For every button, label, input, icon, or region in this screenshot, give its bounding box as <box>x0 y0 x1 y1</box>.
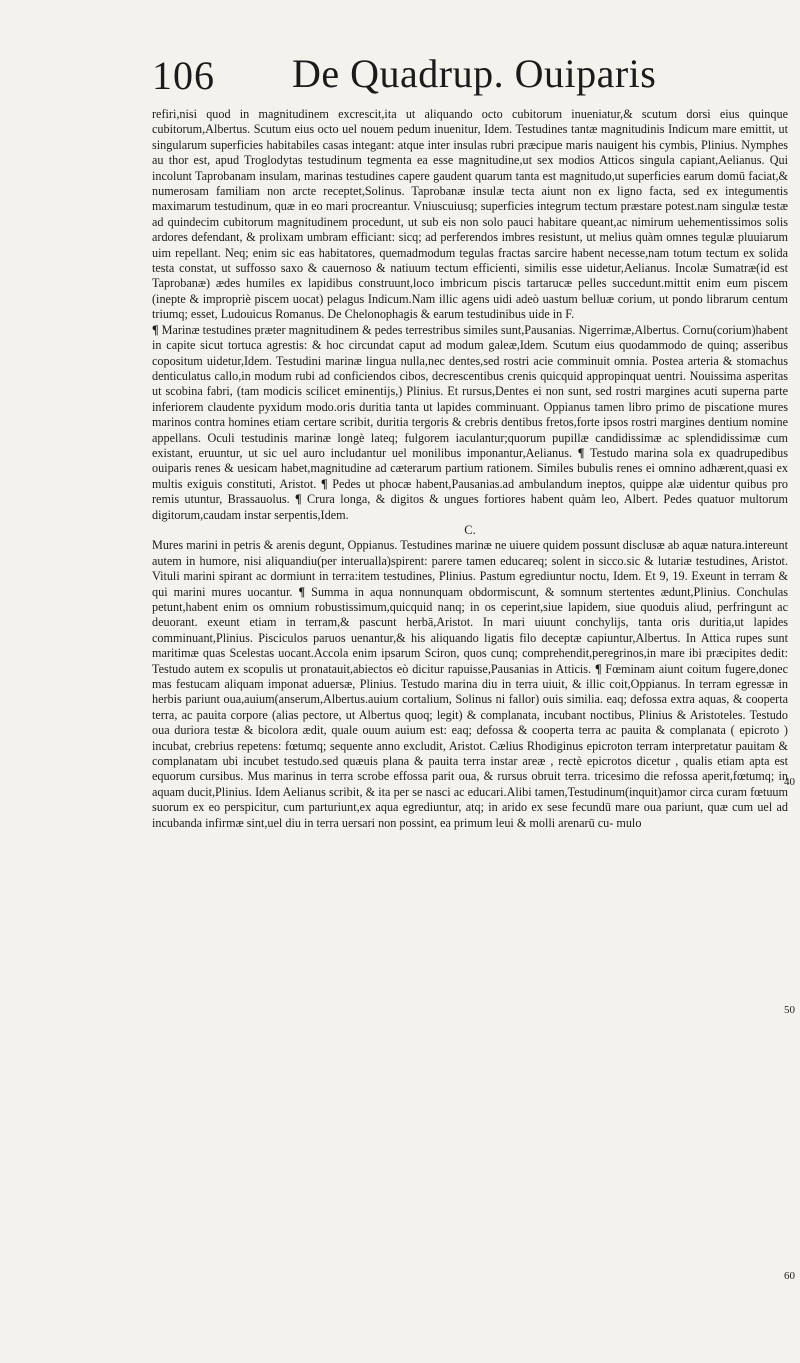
paragraph-1: refiri,nisi quod in magnitudinem excrescit,ita ut aliquando octo cubitorum inueniatur,& scutum dorsi eius quinque cubitorum,Albertus. Scutum eius octo uel nouem pedum inuenitur, Idem. Testudines tantæ magnitudinis Indicum mare emittit, ut singularum superficies habitabiles casas integant: atque inter insulas rubri præcipue maris nauigent his cymbis, Plinius. Nymphes au thor est, apud Troglodytas testudinum tegmenta ea esse magnitudine,ut sex modios Atticos singula capiant,Aelianus. Qui incolunt Taprobanam insulam, marinas testudines capere gaudent quarum tanta est magnitudo,ut superficies earum domū faciat,& numerosam familiam non arcte receptet,Solinus. Taprobanæ insulæ tecta aiunt non ex ligno facta, sed ex integumentis maximarum testudinum, quæ in eo mari procreantur. Vniuscuiusq; superficies integrum tectum præstare potest.nam singulæ testæ ad quindecim cubitorum magnitudinem procedunt, ut sub eis non solo pauci habitare queant,ac nimirum uehementissimos solis ardores defendant, & prolixam umbram efficiant: sicq; ad perferendos imbres resistunt, ut melius quàm omnes tegulæ pluuiarum uim repellant. Neq; enim sic eas habitatores, quemadmodum tegulas fractas sarcire habent necesse,nam totum tectum ex solida testa constat, ut suffosso saxo & cauernoso & natiuum tectum efficienti, similis esse uidetur,Aelianus. Incolæ Sumatræ(id est Taprobanæ) ædes humiles ex lapidibus construunt,loco imbricum piscis tartarucæ pelles succedunt.mittit enim eum piscem (inepte & impropriè piscem uocat) pelagus Indicum.Nam illic agens uidi adeò uastum belluæ corium, ut pondo librarum centum triumq; esset, Ludouicus Romanus. De Chelonophagis & earum testudinibus uide in F. <box>152 107 788 322</box>
paragraph-3 <box>152 538 788 831</box>
paragraph-mark-icon: ¶ <box>298 584 312 599</box>
margin-line-number: 50 <box>784 1004 795 1016</box>
paragraph-2-text: Marinæ testudines præter magnitudinem & pedes terrestribus similes sunt,Pausanias. Nigerrimæ,Albertus. Cornu(corium)habent in capite sicut tortuca agrestis: & hoc circundat caput ad modum galeæ,Idem. Scutum eius quodammodo de quinq; asseribus copositum uidetur,Idem. Testudini marinæ lingua nulla,nec dentes,sed rostri acie comminuit omnia. Postea arteria & stomachus denticulatus callo,in modum rubi ad conficiendos cibos, decrescentibus crenis quicquid appropinquat uentri. Nouissima asperitas ut scobina fabri, (tam modicis scilicet eminentijs,) Plinius. Et rursus,Dentes ei non sunt, sed rostri margines acuti superna parte inferiorem claudente pyxidum modo.oris duritia tanta ut lapides comminuant. Oppianus tamen libro primo de piscatione mures marinos contra homines etiam certare scribit, duritia tergoris & crebris dentibus fretos,forte ipsos rostri margines dentium nomine appellans. Oculi testudinis marinæ longè lateq; fulgorem iaculantur;quorum pupillæ candidissimæ ac splendidissimæ cum existant, eruuntur, ut sic uel auro includantur uel monilibus imponantur,Aelianus. <box>152 322 788 460</box>
paragraph-3-text: Mures marini in petris & arenis degunt, Oppianus. Testudines marinæ ne uiuere quidem possunt disclusæ ab aquæ natura.intereunt autem in humore, nisi aliquandiu(per interualla)spirent: parere tamen educareq; solent in sicco.sic & lutariæ testudines, Aristot. Vituli marini spirant ac dormiunt in terra:item testudines, Plinius. Pastum egrediuntur noctu, Idem. Et 9, 19. Exeunt in terram & qui marini mures uocantur. <box>152 538 788 599</box>
paragraph-3c-text: Fœminam aiunt coitum fugere,donec mas festucam aliquam imponat aduersæ, Plinius. Testudo marina diu in terra uiuit, & illic coit,Oppianus. In terram egressæ in herbis pariunt oua,auium(anserum,Albertus.auium cortalium, Solinus ni fallor) ouis similia. eaq; defossa extra aquas, & cooperta terra, ac pauita corpore (alias pectore, ut Albertus quoq; legit) & complanata, incubant noctibus, Plinius & Aristoteles. Testudo oua duriora testæ & bicolora ædit, quale ouum auium est: eaq; defossa & cooperta terra ac pauita & complanata ( epicroto ) incubat, crebrius repetens: fœtumq; sequente anno excludit, Aristot. Cælius Rhodiginus epicroton terram interpretatur pauitam & complanatam ubi incubet testudo.sed quæuis plana & pauita terra instar areæ , rectè epicrotos dicetur , qualis etiam apta est equorum cursibus. Mus marinus in terra scrobe effossa parit oua, & rursus obruit terra. tricesimo die refossa aperit,fœtumq; in aquam ducit,Plinius. Idem Aelianus scribit, & ita per se nasci ac educari.Alibi tamen,Testudinum(inquit)amor circa curam fœtuum suorum ex eo perspicitur, cum parturiunt,ex aqua egrediuntur, atq; in arido ex sese fecundū mare oua pariunt, quæ cum uel ad incubanda infirmæ sint,uel diu in terra uersari non possint, ea primum leui & molli arenarū cu- mulo <box>152 661 788 830</box>
margin-line-number: 60 <box>784 1270 795 1282</box>
paragraph-mark-icon: ¶ <box>152 322 162 337</box>
paragraph-2c-text: Pedes ut phocæ habent,Pausanias.ad ambulandum ineptos, quippe alæ uidentur quibus pro remis utuntur, Brassauolus. <box>152 476 788 507</box>
margin-line-number: 40 <box>784 776 795 788</box>
paragraph-mark-icon: ¶ <box>320 476 333 491</box>
paragraph-mark-icon: ¶ <box>295 492 308 507</box>
paragraph-2 <box>152 323 788 523</box>
paragraph-2d-text: Crura longa, & digitos & ungues fortiores habent quàm leo, Albert. Pedes quatuor multorum digitorum,caudam instar serpentis,Idem. <box>152 492 788 522</box>
paragraph-3b-text: Summa in aqua nonnunquam obdormiscunt, & somnum stertentes ædunt,Plinius. Conchulas petunt,habent enim os omnium robustissimum,quicquid nanq; in os ceperint,siue lapidem, siue quoduis aliud, perfringunt ac deuorant. exeunt etiam in terram,& pascunt herbā,Aristot. In mari uiuunt conchylijs, tanta oris duritia,ut lapides comminuant,Plinius. Pisciculos paruos uenantur,& his aliquando ligatis filo deceptæ capiuntur,Albertus. In Attica rupes sunt maritimæ quas Scelestas uocant.Accola enim ipsarum Sciron, quos cunq; comprehendit,peregrinos,in mare ibi præcipites dedit: Testudo autem ex scopulis ut pronatauit,abiectos eò dicitur rapuisse,Pausanias in Atticis. <box>152 584 789 676</box>
section-letter: C. <box>464 522 476 537</box>
page-number: 106 <box>152 53 215 98</box>
body-text <box>152 107 788 831</box>
running-head: De Quadrup. Ouiparis <box>292 51 657 96</box>
paragraph-mark-icon: ¶ <box>594 661 606 676</box>
paragraph-2b-text: Testudo marina sola ex quadrupedibus ouiparis renes & uesicam habet,magnitudine ad cæterarum partium rationem. Similes bubulis renes ei omnino adhærent,quasi ex multis exiguis constituti, Aristot. <box>152 445 788 491</box>
paragraph-mark-icon: ¶ <box>577 445 591 460</box>
